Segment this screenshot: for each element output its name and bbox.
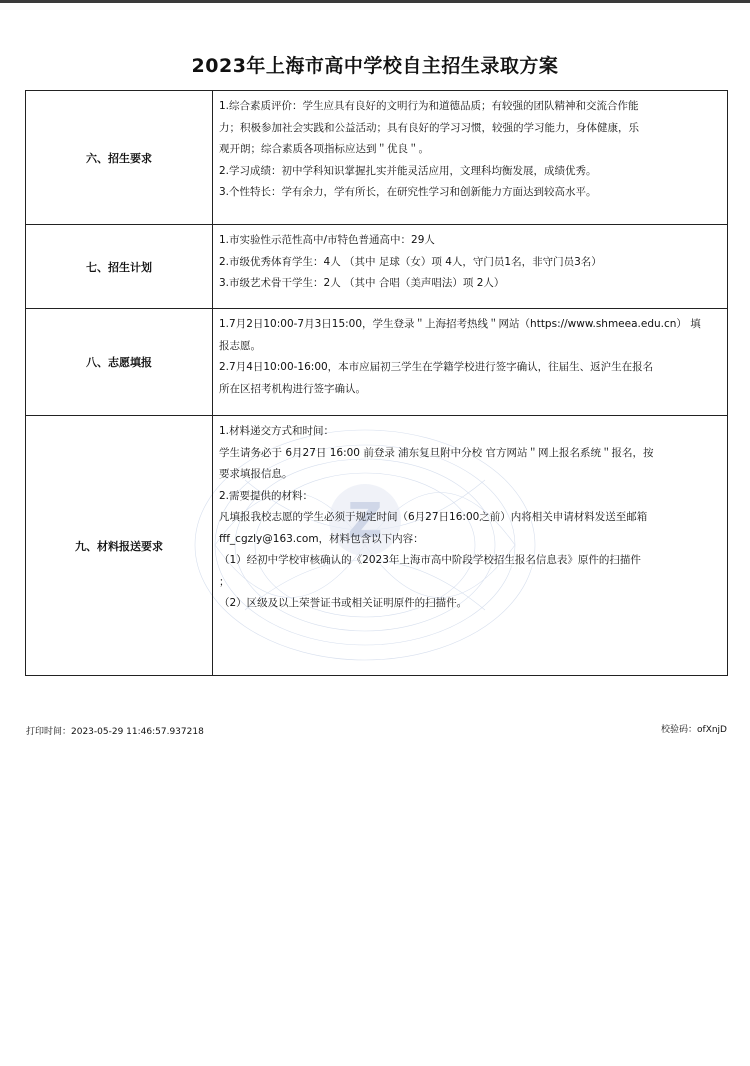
row-label: 九、材料报送要求 — [26, 416, 213, 676]
content-line: 2.7月4日10:00-16:00，本市应届初三学生在学籍学校进行签字确认，往届生、返沪生在报名 — [219, 361, 654, 373]
content-line: 力；积极参加社会实践和公益活动；具有良好的学习习惯，较强的学习能力，身体健康，乐 — [219, 121, 639, 134]
verify-code: 校验码：ofXnjD — [661, 725, 727, 735]
content-line: 报志愿。 — [219, 339, 261, 352]
viewer-top-bar — [0, 0, 750, 3]
content-line: 2.学习成绩：初中学科知识掌握扎实并能灵活应用，文理科均衡发展，成绩优秀。 — [219, 164, 597, 177]
content-line: （2）区级及以上荣誉证书或相关证明原件的扫描件。 — [219, 597, 468, 609]
row-content — [213, 416, 728, 676]
content-line: 所在区招考机构进行签字确认。 — [219, 382, 366, 395]
row-content — [213, 309, 728, 416]
content-line: 要求填报信息。 — [219, 468, 293, 480]
row-content — [213, 91, 728, 225]
row-label: 八、志愿填报 — [26, 309, 213, 416]
content-line: 凡填报我校志愿的学生必须于规定时间（6月27日16:00之前）内将相关申请材料发送至邮箱 — [219, 511, 648, 523]
content-line: 1.市实验性示范性高中/市特色普通高中：29人 — [219, 234, 435, 246]
print-time: 打印时间：2023-05-29 11:46:57.937218 — [26, 727, 204, 737]
content-line: 3.市级艺术骨干学生：2人 （其中 合唱（美声唱法）项 2人） — [219, 277, 505, 289]
row-label: 六、招生要求 — [26, 91, 213, 225]
email-line: fff_cgzly@163.com，材料包含以下内容： — [219, 532, 424, 545]
content-line: 3.个性特长：学有余力，学有所长，在研究性学习和创新能力方面达到较高水平。 — [219, 186, 597, 198]
row-label: 七、招生计划 — [26, 225, 213, 309]
admission-plan-table — [25, 90, 728, 676]
content-line: ； — [219, 575, 230, 588]
table-row — [26, 309, 728, 416]
content-line: 2.市级优秀体育学生：4人 （其中 足球（女）项 4人，守门员1名，非守门员3名） — [219, 255, 602, 268]
content-line: 观开朗；综合素质各项指标应达到＂优良＂。 — [219, 143, 429, 155]
table-row — [26, 416, 728, 676]
content-line: 2.需要提供的材料： — [219, 489, 314, 502]
content-line: 1.7月2日10:00-7月3日15:00，学生登录＂上海招考热线＂网站（https://www.shmeea.edu.cn） 填 — [219, 318, 701, 330]
document-title: 2023年上海市高中学校自主招生录取方案 — [191, 55, 559, 77]
content-line: 1.综合素质评价：学生应具有良好的文明行为和道德品质；有较强的团队精神和交流合作能 — [219, 100, 639, 112]
content-line: （1）经初中学校审核确认的《2023年上海市高中阶段学校招生报名信息表》原件的扫描件 — [219, 554, 641, 566]
svg-text:Z: Z — [347, 493, 383, 549]
table-row — [26, 225, 728, 309]
row-content — [213, 225, 728, 309]
table-row — [26, 91, 728, 225]
content-line: 1.材料递交方式和时间： — [219, 425, 335, 437]
content-line: 学生请务必于 6月27日 16:00 前登录 浦东复旦附中分校 官方网站＂网上报名系统＂报名，按 — [219, 446, 654, 459]
